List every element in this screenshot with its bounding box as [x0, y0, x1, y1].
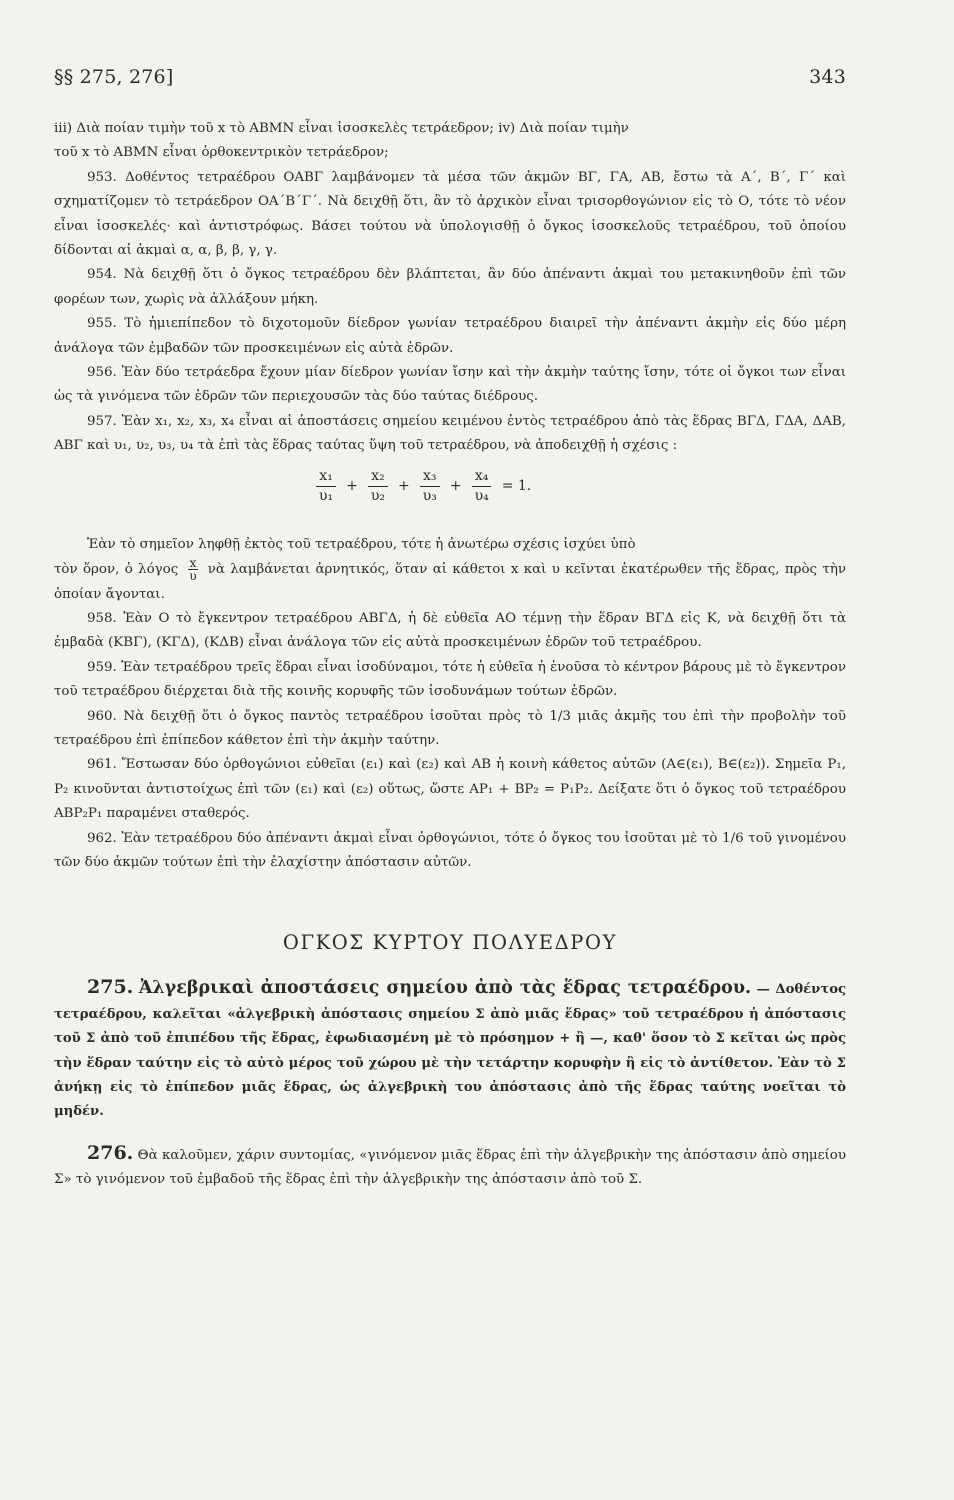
plus-sign-3: +	[449, 477, 462, 494]
exercise-952-line-2: τοῦ x τὸ ABMN εἶναι ὀρθοκεντρικὸν τετράεδρον;	[54, 145, 389, 161]
equals-one: = 1.	[501, 477, 532, 494]
denominator-1: υ₁	[319, 487, 334, 504]
paragraph-276-text: Θὰ καλοῦμεν, χάριν συντομίας, «γινόμενον μιᾶς ἕδρας ἐπὶ τὴν ἀλγεβρικὴν της ἀπόστασιν ἀπὸ σημείου Σ» τὸ γινόμενον τοῦ ἐμβαδοῦ τῆς ἕδρας ἐπὶ τὴν ἀλγεβρικὴν της ἀπόστασιν ἀπὸ τοῦ Σ.	[54, 1147, 846, 1188]
ratio-numerator: x	[189, 556, 197, 571]
denominator-3: υ₃	[422, 487, 437, 504]
paragraph-276	[54, 1141, 846, 1193]
exercise-962: 962. Ἐὰν τετραέδρου δύο ἀπέναντι ἀκμαὶ εἶναι ὀρθογώνιοι, τότε ὁ ὄγκος του ἰσοῦται μὲ τὸ 1/6 τοῦ γινομένου τῶν δύο ἀκμῶν τούτων ἐπὶ τὴν ἐλαχίστην ἀπόστασιν αὐτῶν.	[54, 830, 846, 870]
paragraph-275-heading: Ἀλγεβρικαὶ ἀποστάσεις σημείου ἀπὸ τὰς ἕδρας τετραέδρου.	[138, 978, 752, 999]
note-text-b: νὰ λαμβάνεται ἀρνητικός, ὅταν αἱ κάθετοι x καὶ υ κεῖνται ἑκατέρωθεν τῆς ἕδρας, πρὸς τὴν ὁποίαν ἄγονται.	[54, 562, 846, 602]
exercise-961: 961. Ἔστωσαν δύο ὀρθογώνιοι εὐθεῖαι (ε₁) καὶ (ε₂) καὶ ΑΒ ἡ κοινὴ κάθετος αὐτῶν (Α∈(ε₁), Β∈(ε₂)). Σημεῖα Ρ₁, Ρ₂ κινοῦνται ἀντιστοίχως ἐπὶ τῶν (ε₁) καὶ (ε₂) οὕτως, ὥστε ΑΡ₁ + ΒΡ₂ = Ρ₁Ρ₂. Δείξατε ὅτι ὁ ὄγκος τοῦ τετραέδρου ΑΒΡ₂Ρ₁ παραμένει σταθερός.	[54, 757, 846, 822]
exercise-960: 960. Νὰ δειχθῇ ὅτι ὁ ὄγκος παντὸς τετραέδρου ἰσοῦται πρὸς τὸ 1/3 μιᾶς ἀκμῆς του ἐπὶ τὴν προβολὴν τοῦ τετραέδρου ἐπὶ ἐπίπεδον κάθετον ἐπὶ τὴν ἀκμὴν ταύτην.	[54, 708, 846, 748]
exercise-952-continued	[54, 117, 846, 166]
ratio-x-over-u	[188, 557, 199, 582]
fraction-3	[420, 467, 440, 506]
paragraph-275-text: — Δοθέντος τετραέδρου, καλεῖται «ἀλγεβρικὴ ἀπόστασις σημείου Σ ἀπὸ μιᾶς ἕδρας» τοῦ τετραέδρου ἡ ἀπόστασις τοῦ Σ ἀπὸ τοῦ ἐπιπέδου τῆς ἕδρας, ἐφωδιασμένη μὲ τὸ πρόσημον + ἢ —, καθ' ὅσον τὸ Σ κεῖται ὡς πρὸς τὴν ἕδραν ταύτην εἰς τὸ αὐτὸ μέρος τοῦ χώρου μὲ τὴν τετάρτην κορυφὴν ἢ εἰς τὸ ἀντίθετον. Ἐὰν τὸ Σ ἀνήκῃ εἰς τὸ ἐπίπεδον μιᾶς ἕδρας, ὡς ἀλγεβρικὴ του ἀπόστασις ἀπὸ τῆς ἕδρας ταύτης νοεῖται τὸ μηδέν.	[54, 982, 847, 1120]
plus-sign-1: +	[346, 477, 358, 494]
ratio-sum-formula	[54, 459, 846, 533]
fraction-1	[316, 467, 336, 506]
exercise-list	[54, 117, 846, 875]
section-title: ΟΓΚΟΣ ΚΥΡΤΟΥ ΠΟΛΥΕΔΡΟΥ	[282, 931, 618, 955]
denominator-4: υ₄	[474, 487, 489, 504]
numerator-1: x₁	[316, 467, 336, 487]
running-header	[54, 66, 846, 88]
book-page	[54, 66, 846, 1206]
paragraph-276-number: 276.	[87, 1141, 134, 1164]
numerator-3: x₃	[420, 467, 440, 487]
exercise-953: 953. Δοθέντος τετραέδρου ΟΑΒΓ λαμβάνομεν τὰ μέσα τῶν ἀκμῶν ΒΓ, ΓΑ, ΑΒ, ἔστω τὰ Α΄, Β΄, Γ΄ καὶ σχηματίζομεν τὸ τετράεδρον ΟΑ΄Β΄Γ΄. Νὰ δειχθῇ ὅτι, ἂν τὸ ἀρχικὸν εἶναι τρισορθογώνιον εἰς τὸ Ο, τότε τὸ νέον εἶναι ἰσοσκελές· καὶ ἀντιστρόφως. Βάσει τούτου νὰ ὑπολογισθῇ ὁ ὄγκος ἰσοσκελοῦς τετραέδρου, τοῦ ὁποίου δίδονται αἱ ἀκμαὶ α, α, β, β, γ, γ.	[54, 169, 846, 259]
exercise-957-note-1: Ἐὰν τὸ σημεῖον ληφθῇ ἐκτὸς τοῦ τετραέδρου, τότε ἡ ἀνωτέρω σχέσις ἰσχύει ὑπὸ	[87, 536, 636, 552]
ratio-denominator: υ	[189, 569, 197, 584]
fraction-2	[368, 467, 388, 506]
note-text-a: τὸν ὅρον, ὁ λόγος	[54, 562, 179, 578]
section-reference: §§ 275, 276]	[54, 66, 174, 88]
exercise-959: 959. Ἐὰν τετραέδρου τρεῖς ἕδραι εἶναι ἰσοδύναμοι, τότε ἡ εὐθεῖα ἡ ἑνοῦσα τὸ κέντρον βάρους μὲ τὸ ἔγκεντρον τοῦ τετραέδρου διέρχεται διὰ τῆς κοινῆς κορυφῆς τῶν ἰσοδυνάμων τούτων ἑδρῶν.	[54, 659, 846, 700]
exercise-957: 957. Ἐὰν x₁, x₂, x₃, x₄ εἶναι αἱ ἀποστάσεις σημείου κειμένου ἐντὸς τετραέδρου ἀπὸ τὰς ἕδρας ΒΓΔ, ΓΔΑ, ΔΑΒ, ΑΒΓ καὶ υ₁, υ₂, υ₃, υ₄ τὰ ἐπὶ τὰς ἕδρας ταύτας ὕψη τοῦ τετραέδρου, νὰ ἀποδειχθῇ ἡ σχέσις :	[54, 413, 846, 454]
exercise-958: 958. Ἐὰν Ο τὸ ἔγκεντρον τετραέδρου ΑΒΓΔ, ἡ δὲ εὐθεῖα ΑΟ τέμνῃ τὴν ἕδραν ΒΓΔ εἰς Κ, νὰ δειχθῇ ὅτι τὰ ἐμβαδὰ (ΚΒΓ), (ΚΓΔ), (ΚΔΒ) εἶναι ἀνάλογα τῶν εἰς αὐτὰ προσκειμένων ἑδρῶν τοῦ τετραέδρου.	[54, 610, 846, 651]
fraction-4	[472, 467, 492, 506]
paragraph-275	[54, 975, 846, 1124]
exercise-954: 954. Νὰ δειχθῇ ὅτι ὁ ὄγκος τετραέδρου δὲν βλάπτεται, ἂν δύο ἀπέναντι ἀκμαὶ του μετακινηθοῦν ἐπὶ τῶν φορέων των, χωρὶς νὰ ἀλλάξουν μήκη.	[54, 267, 846, 307]
exercise-952-line-1: iii) Διὰ ποίαν τιμὴν τοῦ x τὸ ABMN εἶναι ἰσοσκελὲς τετράεδρον; iv) Διὰ ποίαν τιμὴν	[54, 121, 629, 136]
plus-sign-2: +	[397, 477, 410, 494]
paragraph-275-number: 275.	[87, 976, 134, 999]
exercise-956: 956. Ἐὰν δύο τετράεδρα ἔχουν μίαν δίεδρον γωνίαν ἴσην καὶ τὴν ἀκμὴν ταύτης ἴσην, τότε οἱ ὄγκοι των εἶναι ὡς τὰ γινόμενα τῶν ἑδρῶν τῶν περιεχουσῶν τὰς δύο ταύτας διέδρους.	[54, 365, 846, 405]
numerator-2: x₂	[368, 467, 388, 487]
exercise-957-note-2	[54, 557, 846, 607]
denominator-2: υ₂	[370, 487, 385, 504]
numerator-4: x₄	[472, 467, 492, 487]
page-number: 343	[809, 66, 846, 88]
exercise-955: 955. Τὸ ἡμιεπίπεδον τὸ διχοτομοῦν δίεδρον γωνίαν τετραέδρου διαιρεῖ τὴν ἀπέναντι ἀκμὴν εἰς δύο μέρη ἀνάλογα τῶν ἐμβαδῶν τῶν προσκειμένων εἰς αὐτὰ ἑδρῶν.	[54, 316, 846, 356]
